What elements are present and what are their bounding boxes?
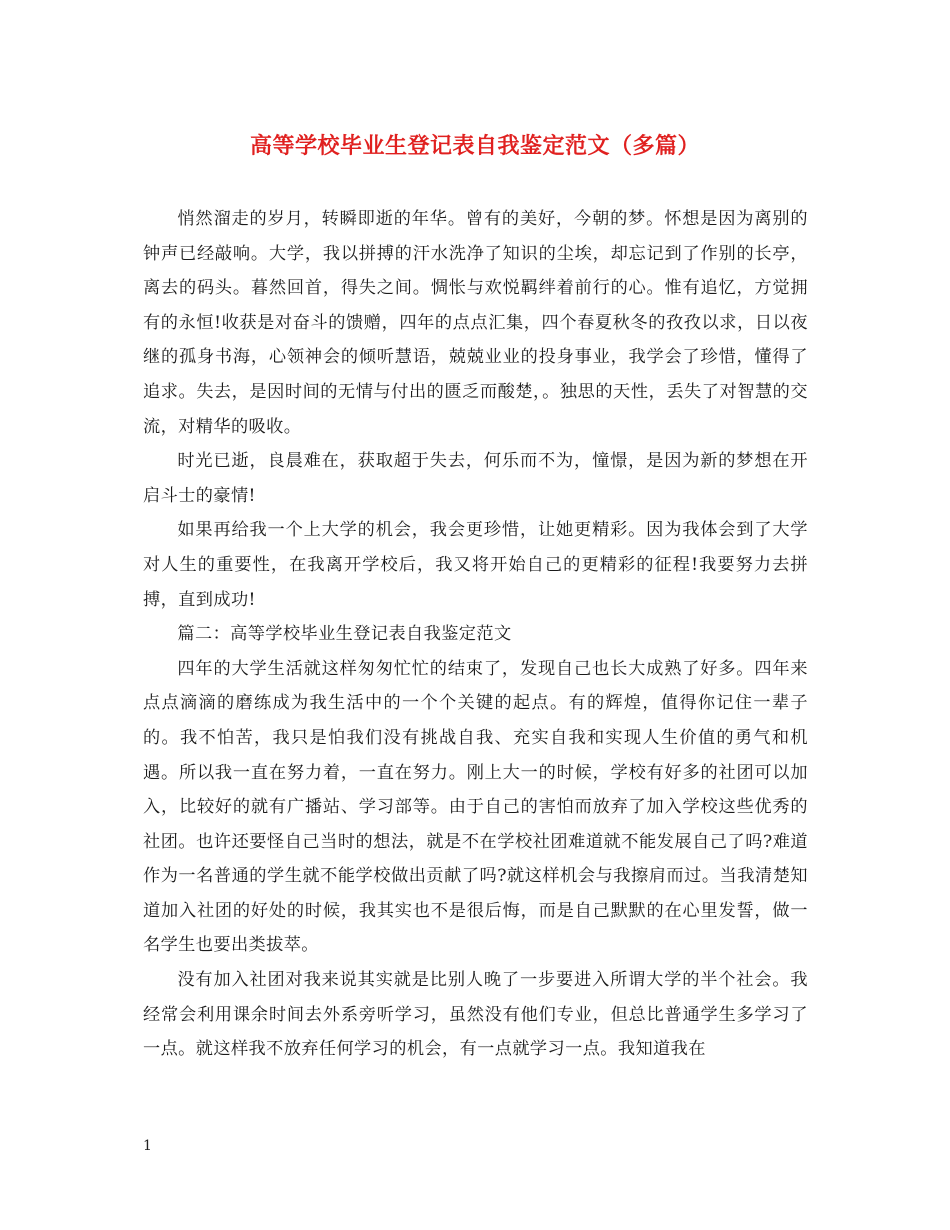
paragraph: 时光已逝，良晨难在，获取超于失去，何乐而不为，憧憬，是因为新的梦想在开启斗士的豪情! (143, 451, 808, 506)
paragraph: 如果再给我一个上大学的机会，我会更珍惜，让她更精彩。因为我体会到了大学对人生的重要性，在我离开学校后，我又将开始自己的更精彩的征程!我要努力去拼搏，直到成功! (143, 520, 808, 610)
document-title: 高等学校毕业生登记表自我鉴定范文（多篇） (249, 133, 700, 159)
section-heading: 篇二：高等学校毕业生登记表自我鉴定范文 (177, 624, 512, 645)
paragraph: 悄然溜走的岁月，转瞬即逝的年华。曾有的美好，今朝的梦。怀想是因为离别的钟声已经敲响。大学，我以拼搏的汗水洗净了知识的尘埃，却忘记到了作别的长亭，离去的码头。暮然回首，得失之间。惆怅与欢悦羁绊着前行的心。惟有追忆，方觉拥有的永恒!收获是对奋斗的馈赠，四年的点点汇集，四个春夏秋冬的孜孜以求，日以夜继的孤身书海，心领神会的倾听慧语，兢兢业业的投身事业，我学会了珍惜，懂得了追求。失去，是因时间的无情与付出的匮乏而酸楚，。独思的天性，丢失了对智慧的交流，对精华的吸收。 (143, 209, 808, 437)
paragraph: 四年的大学生活就这样匆匆忙忙的结束了，发现自己也长大成熟了好多。四年来点点滴滴的磨练成为我生活中的一个个关键的起点。有的辉煌，值得你记住一辈子的。我不怕苦，我只是怕我们没有挑战自我、充实自我和实现人生价值的勇气和机遇。所以我一直在努力着，一直在努力。刚上大一的时候，学校有好多的社团可以加入，比较好的就有广播站、学习部等。由于自己的害怕而放弃了加入学校这些优秀的社团。也许还要怪自己当时的想法，就是不在学校社团难道就不能发展自己了吗?难道作为一名普通的学生就不能学校做出贡献了吗?就这样机会与我擦肩而过。当我清楚知道加入社团的好处的时候，我其实也不是很后悔，而是自己默默的在心里发誓，做一名学生也要出类拔萃。 (143, 658, 808, 956)
document-body (143, 202, 808, 1067)
paragraph: 没有加入社团对我来说其实就是比别人晚了一步要进入所谓大学的半个社会。我经常会利用课余时间去外系旁听学习，虽然没有他们专业，但总比普通学生多学习了一点。就这样我不放弃任何学习的机会，有一点就学习一点。我知道我在 (143, 970, 808, 1060)
page-number: 1 (143, 1138, 152, 1154)
